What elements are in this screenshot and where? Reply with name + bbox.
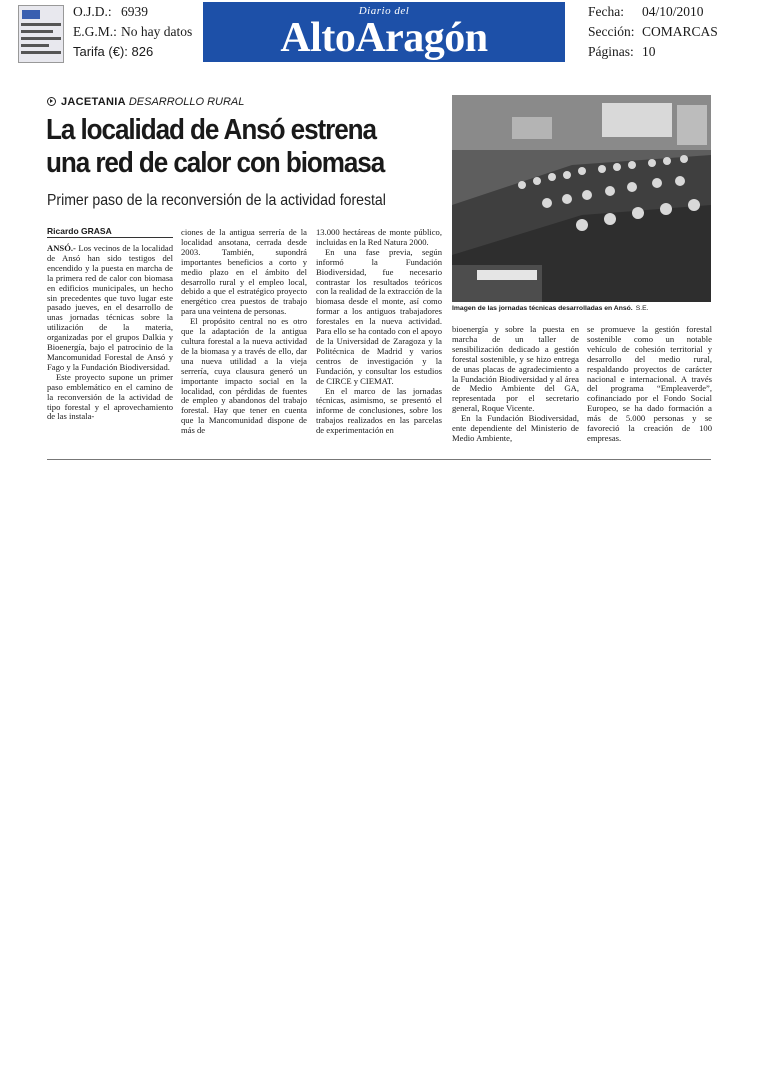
fecha-value: 04/10/2010 (642, 4, 704, 19)
egm-value: No hay datos (121, 24, 193, 39)
paragraph: 13.000 hectáreas de monte público, incluidas en la Red Natura 2000. (316, 227, 442, 247)
paginas-value: 10 (642, 44, 656, 59)
caption-text: Imagen de las jornadas técnicas desarrolladas en Ansó. (452, 305, 633, 312)
play-circle-icon (47, 97, 56, 106)
ojd-label: O.J.D.: (73, 4, 112, 19)
clipping-thumbnail (18, 5, 64, 63)
tarifa: Tarifa (€): 826 (73, 44, 154, 59)
column-1 (47, 244, 173, 422)
section-line (47, 96, 244, 108)
dateline: ANSÓ.- (47, 243, 76, 253)
section-subtitle: DESARROLLO RURAL (128, 96, 245, 108)
seccion-row (588, 22, 718, 42)
fecha-label: Fecha: (588, 4, 624, 19)
caption-credit: S.E. (635, 305, 649, 312)
seccion-label: Sección: (588, 24, 635, 39)
bottom-rule (47, 459, 711, 460)
article-photo (452, 95, 711, 302)
masthead-small: Diario del (358, 5, 410, 17)
seccion-value: COMARCAS (642, 24, 718, 39)
section-name: JACETANIA (61, 96, 126, 108)
masthead-title: AltoAragón (280, 15, 488, 61)
column-3 (316, 228, 442, 436)
paragraph: bioenergía y sobre la puesta en marcha de un taller de sensibilización dedicado a gestión forestal sostenible, y se hizo entrega de unas placas de agradecimiento a la Fundación Biodiversidad y al área de Medio Ambiente del GA, representada por el secretario general, Roque Vicente. (452, 324, 579, 414)
subheadline: Primer paso de la reconversión de la actividad forestal (47, 192, 386, 209)
paragraph-text: Los vecinos de la localidad de Ansó han sido testigos del encendido y la puesta en marcha de la primera red de calor con biomasa en edificios municipales, un hecho sin precedentes que tuvo lugar este pasado jueves, en el desarrollo de unas jornadas técnicas sobre la utilización de la materia, organizadas por el grupos Dalkia y Bioenergía, bajo el patrocinio de la Mancomunidad Forestal de Ansó y Fago y la Fundación Biodiversidad. (47, 243, 173, 372)
paginas-label: Páginas: (588, 44, 634, 59)
paragraph: El propósito central no es otro que la adaptación de la antigua cultura forestal a la nueva actividad de la biomasa y a través de ello, dar una nueva utilidad a la vieja serrería, cuya clausura generó un importante impacto social en la localidad, con pérdidas de fuentes de empleo y abandonos del trabajo forestal. Hay que tener en cuenta que la Mancomunidad dispone de más de (181, 316, 307, 436)
masthead-logo (203, 2, 565, 62)
paragraph: En el marco de las jornadas técnicas, asimismo, se presentó el informe de conclusiones, sobre los trabajos realizados en las parcelas de experimentación en (316, 385, 442, 436)
column-5 (587, 325, 712, 444)
column-4 (452, 325, 579, 444)
paragraph: En la Fundación Biodiversidad, ente dependiente del Ministerio de Medio Ambiente, (452, 413, 579, 443)
fecha-row (588, 2, 704, 22)
paragraph: se promueve la gestión forestal sostenible como un notable vehículo de cohesión territorial y desarrollo del medio rural, respaldando proyectos de carácter nacional e internacional. A través del programa “Empleaverde”, cofinanciado por el Fondo Social Europeo, se ha dado formación a más de 5.000 personas y se favoreció la creación de 100 empresas. (587, 324, 712, 443)
egm-row (73, 22, 192, 42)
ojd-value: 6939 (121, 4, 148, 19)
headline-line-1: La localidad de Ansó estrena (46, 114, 376, 146)
ojd-row (73, 2, 148, 22)
byline: Ricardo GRASA (47, 226, 173, 238)
paginas-row (588, 42, 656, 62)
paragraph: ciones de la antigua serrería de la localidad ansotana, cerrada desde 2003. También, supondrá importantes beneficios a corto y medio plazo en el ámbito del desarrollo rural y el empleo local, debido a que el estratégico proyecto energético crea puestos de trabajo para una veintena de personas. (181, 227, 307, 317)
paragraph (47, 244, 173, 373)
paragraph: En una fase previa, según informó la Fundación Biodiversidad, fue necesario contrastar los resultados teóricos con la realidad de la extracción de la biomasa desde el monte, así como formar a los antiguos trabajadores forestales en la nueva actividad. Para ello se ha contado con el apoyo de la Universidad de Zaragoza y la Politécnica de Madrid y varios centros de investigación y la Fundación, y consultar los estudios de CIRCE y CIEMAT. (316, 246, 442, 386)
headline-line-2: una red de calor con biomasa (46, 147, 385, 179)
egm-label: E.G.M.: (73, 24, 117, 39)
headline (46, 114, 406, 180)
paragraph: Este proyecto supone un primer paso emblemático en el camino de la reconversión de la actividad de tipo forestal y el aprovechamiento de las instala- (47, 371, 173, 422)
photo-caption (452, 305, 711, 312)
column-2 (181, 228, 307, 436)
